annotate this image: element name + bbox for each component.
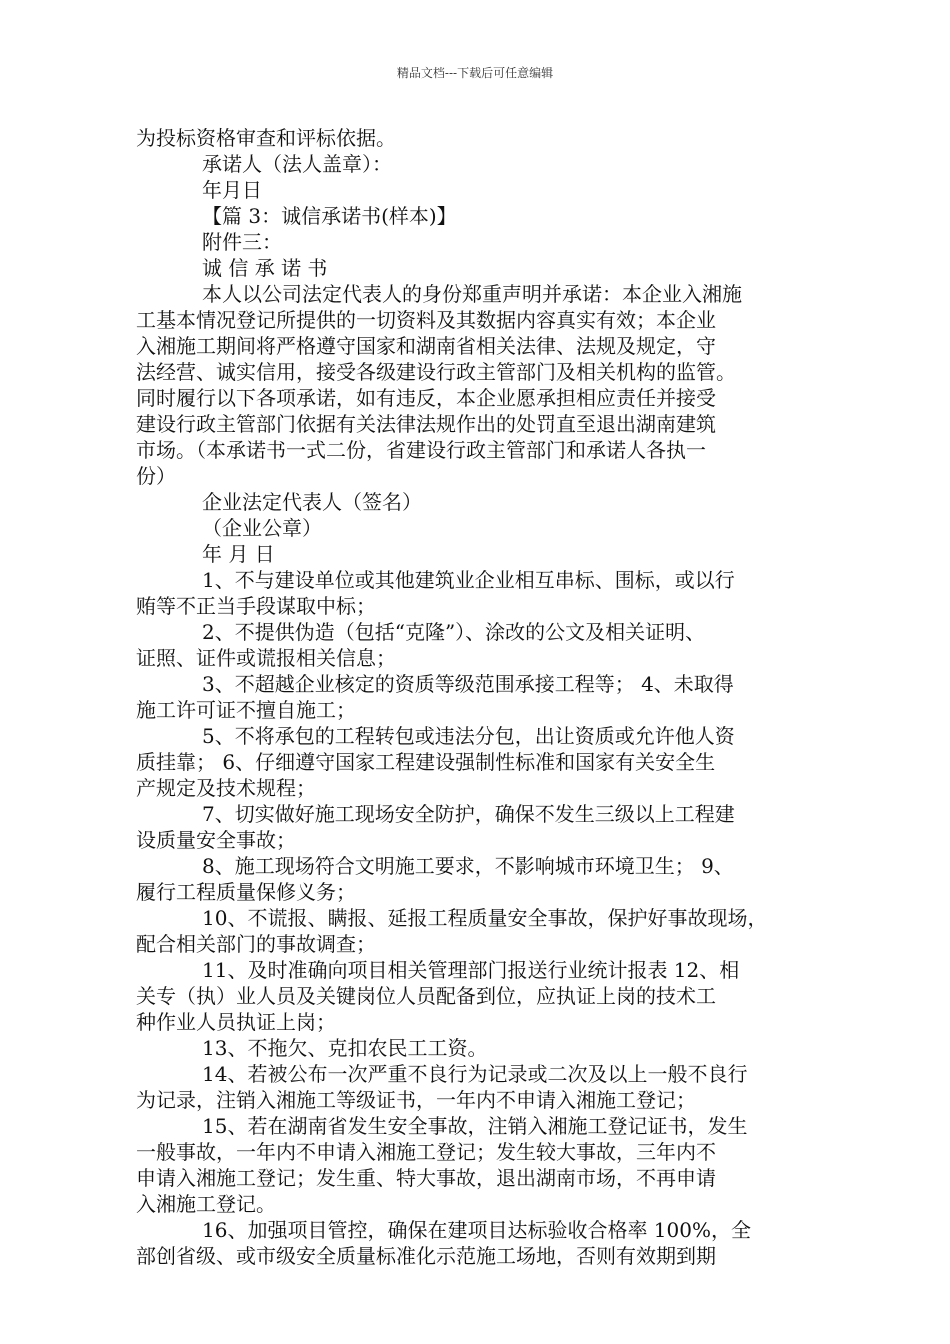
item-line: 贿等不正当手段谋取中标； [136,594,376,618]
item-line: 产规定及技术规程； [136,776,316,800]
item-line: 部创省级、或市级安全质量标准化示范施工场地，否则有效期到期 [136,1244,716,1268]
item-line: 14、若被公布一次严重不良行为记录或二次及以上一般不良行 [202,1062,748,1086]
item-line: 2、不提供伪造（包括“克隆”）、涂改的公文及相关证明、 [202,620,706,644]
section-title: 【篇 3：诚信承诺书(样本)】 [202,204,457,228]
item-line: 履行工程质量保修义务； [136,880,356,904]
commitment-item [136,853,814,905]
item-line: 3、不超越企业核定的资质等级范围承接工程等； 4、未取得 [202,672,734,696]
item-line: 证照、证件或谎报相关信息； [136,646,396,670]
item-line: 1、不与建设单位或其他建筑业企业相互串标、围标，或以行 [202,568,735,592]
item-line: 设质量安全事故； [136,828,296,852]
item-line: 申请入湘施工登记；发生重、特大事故，退出湖南市场，不再申请 [136,1166,716,1190]
item-line: 种作业人员执证上岗； [136,1010,336,1034]
item-line: 一般事故，一年内不申请入湘施工登记；发生较大事故，三年内不 [136,1140,716,1164]
statement-line: 市场。（本承诺书一式二份，省建设行政主管部门和承诺人各执一 [136,438,706,462]
item-line: 8、施工现场符合文明施工要求，不影响城市环境卫生； 9、 [202,854,734,878]
date-line: 年月日 [202,178,262,202]
commitment-item [136,905,814,957]
commitment-item [136,1035,814,1061]
commitment-item [136,723,814,801]
item-line: 施工许可证不擅自施工； [136,698,356,722]
statement-paragraph [136,281,814,489]
promisor-stamp-line: 承诺人（法人盖章）： [202,152,392,176]
statement-line: 入湘施工期间将严格遵守国家和湖南省相关法律、法规及规定，守 [136,334,716,358]
commitment-item [136,1113,814,1217]
commitment-item [136,1061,814,1113]
legal-representative-signature: 企业法定代表人（签名） [202,490,422,514]
statement-line: 法经营、诚实信用，接受各级建设行政主管部门及相关机构的监管。 [136,360,736,384]
item-line: 关专（执）业人员及关键岗位人员配备到位，应执证上岗的技术工 [136,984,716,1008]
commitment-item [136,1217,814,1269]
statement-line: 同时履行以下各项承诺，如有违反，本企业愿承担相应责任并接受 [136,386,716,410]
statement-line: 份） [136,464,176,488]
statement-line: 建设行政主管部门依据有关法律法规作出的处罚直至退出湖南建筑 [136,412,716,436]
item-line: 13、不拖欠、克扣农民工工资。 [202,1036,488,1060]
item-line: 质挂靠； 6、仔细遵守国家工程建设强制性标准和国家有关安全生 [136,750,716,774]
company-seal: （企业公章） [202,516,322,540]
item-line: 配合相关部门的事故调查； [136,932,376,956]
statement-line: 工基本情况登记所提供的一切资料及其数据内容真实有效；本企业 [136,308,716,332]
item-line: 为记录，注销入湘施工等级证书，一年内不申请入湘施工登记； [136,1088,696,1112]
page-header: 精品文档---下载后可任意编辑 [396,66,554,80]
text-line: 为投标资格审查和评标依据。 [136,126,396,150]
commitment-item [136,567,814,619]
item-line: 16、加强项目管控，确保在建项目达标验收合格率 100%，全 [202,1218,751,1242]
commitment-item [136,957,814,1035]
item-line: 10、不谎报、瞒报、延报工程质量安全事故，保护好事故现场， [202,906,768,930]
item-line: 5、不将承包的工程转包或违法分包，出让资质或允许他人资 [202,724,735,748]
attachment-label: 附件三： [202,230,282,254]
commitment-item [136,671,814,723]
document-title: 诚 信 承 诺 书 [202,256,328,280]
signature-date: 年 月 日 [202,542,275,566]
statement-line: 本人以公司法定代表人的身份郑重声明并承诺：本企业入湘施 [202,282,742,306]
item-line: 7、切实做好施工现场安全防护，确保不发生三级以上工程建 [202,802,735,826]
item-line: 11、及时准确向项目相关管理部门报送行业统计报表 12、相 [202,958,740,982]
item-line: 15、若在湖南省发生安全事故，注销入湘施工登记证书，发生 [202,1114,748,1138]
commitment-item [136,801,814,853]
document-body [136,125,814,1269]
item-line: 入湘施工登记。 [136,1192,276,1216]
commitment-item [136,619,814,671]
